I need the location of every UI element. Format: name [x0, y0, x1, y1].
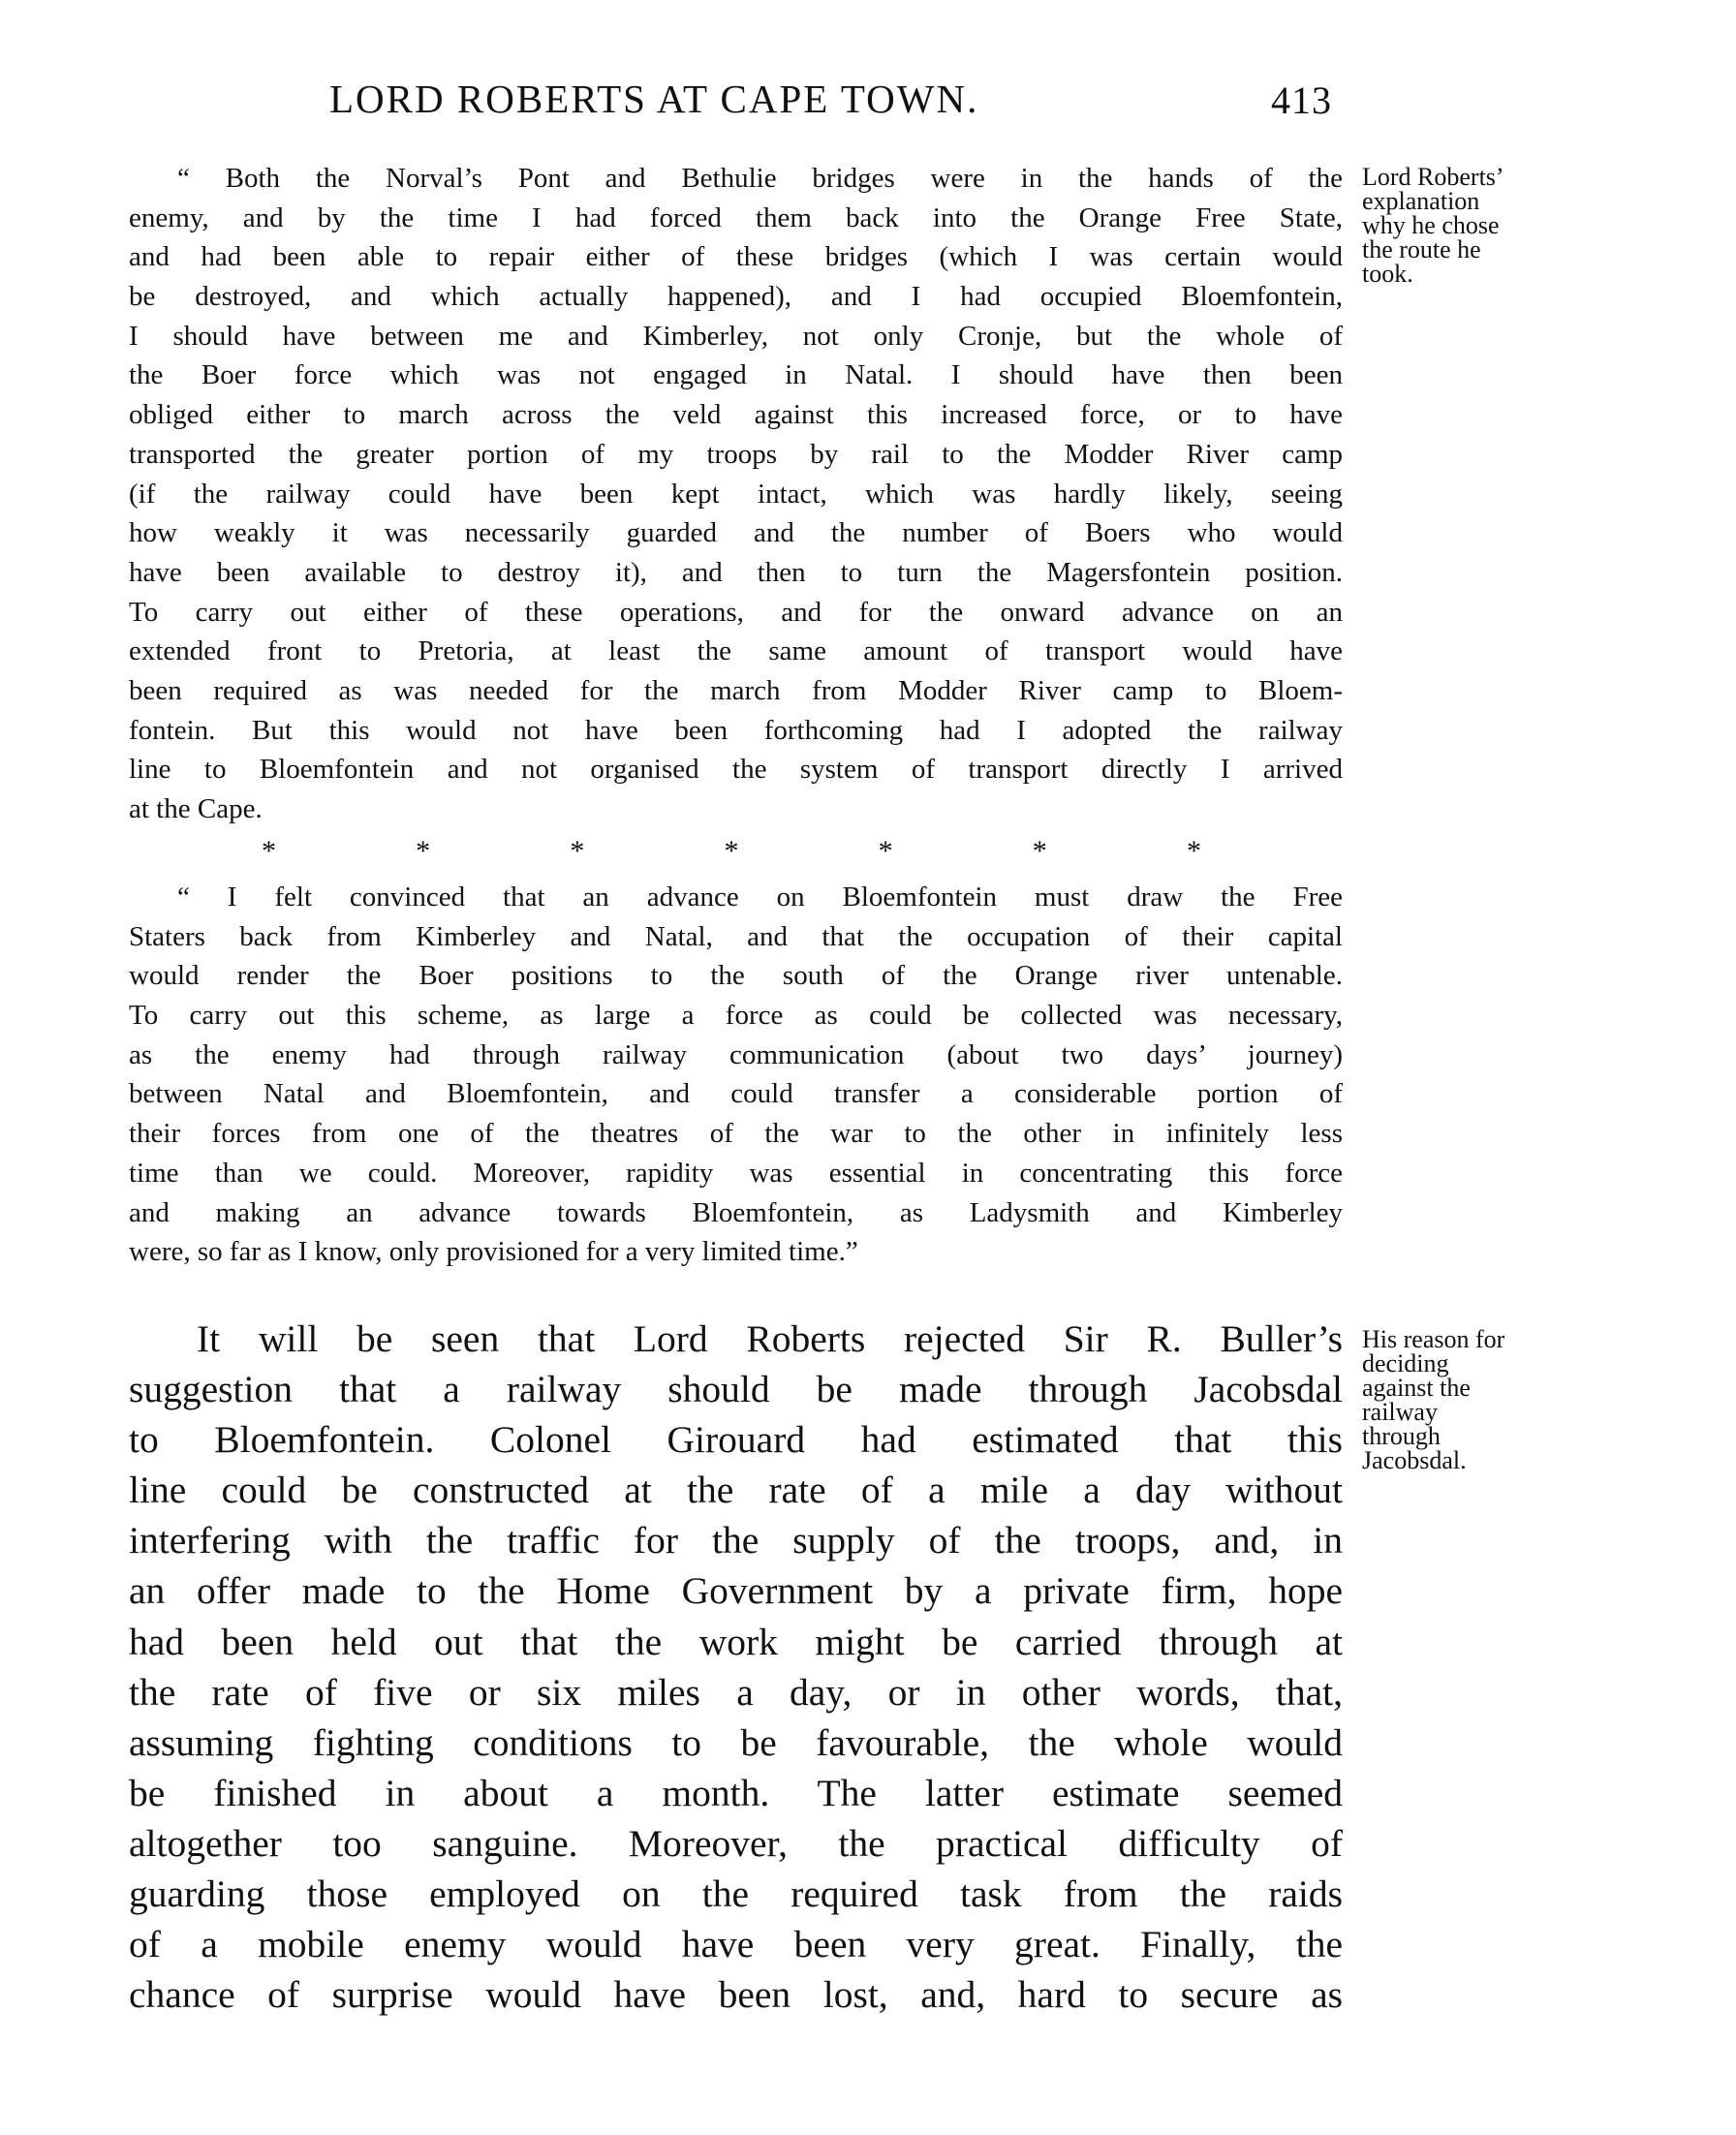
text-line: “ Both the Norval’s Pont and Bethulie bridges were in the hands of the	[177, 163, 1343, 194]
asterisk: *	[1186, 835, 1201, 867]
margin-note-line: deciding	[1362, 1349, 1449, 1377]
asterisk: *	[570, 835, 585, 867]
text-line: would render the Boer positions to the south of the Orange river untenable.	[129, 960, 1343, 992]
margin-note-line: Lord Roberts’	[1362, 163, 1504, 191]
margin-note-line: explanation	[1362, 187, 1480, 215]
margin-note-line: took.	[1362, 260, 1413, 288]
text-line: (if the railway could have been kept intact, which was hardly likely, seeing	[129, 478, 1343, 510]
running-header: LORD ROBERTS AT CAPE TOWN.	[329, 77, 979, 121]
text-line: extended front to Pretoria, at least the same amount of transport would have	[129, 635, 1343, 667]
margin-note-line: against the	[1362, 1374, 1471, 1402]
margin-note-line: why he chose	[1362, 211, 1500, 239]
asterisk: *	[1032, 835, 1047, 867]
page-number: 413	[1271, 78, 1332, 122]
text-line: It will be seen that Lord Roberts rejected Sir R. Buller’s	[197, 1317, 1343, 1360]
text-line: interfering with the traffic for the supply of the troops, and, in	[129, 1519, 1343, 1563]
text-line: at the Cape.	[129, 793, 263, 824]
text-line: line to Bloemfontein and not organised the system of transport directly I arrived	[129, 754, 1343, 786]
text-line: altogether too sanguine. Moreover, the practical difficulty of	[129, 1821, 1343, 1865]
text-line: as the enemy had through railway communication (about two days’ journey)	[129, 1038, 1343, 1070]
text-line: I should have between me and Kimberley, not only Cronje, but the whole of	[129, 320, 1343, 352]
text-line: be destroyed, and which actually happened), and I had occupied Bloemfontein,	[129, 281, 1343, 313]
text-line: their forces from one of the theatres of the war to the other in infinitely less	[129, 1118, 1343, 1150]
text-line: were, so far as I know, only provisioned for a very limited time.”	[129, 1236, 858, 1268]
text-line: guarding those employed on the required task from the raids	[129, 1872, 1343, 1916]
margin-note-railway	[1362, 1327, 1504, 1472]
asterisk: *	[878, 835, 893, 867]
text-line: had been held out that the work might be carried through at	[129, 1620, 1343, 1663]
text-line: To carry out either of these operations, and for the onward advance on an	[129, 596, 1343, 628]
text-line: fontein. But this would not have been forthcoming had I adopted the railway	[129, 714, 1343, 746]
text-line: enemy, and by the time I had forced them back into the Orange Free State,	[129, 201, 1343, 233]
text-line: the Boer force which was not engaged in Natal. I should have then been	[129, 359, 1343, 391]
margin-note-explanation	[1362, 165, 1504, 286]
asterisk: *	[416, 835, 431, 867]
text-line: obliged either to march across the veld against this increased force, or to have	[129, 399, 1343, 431]
text-line: be finished in about a month. The latter estimate seemed	[129, 1771, 1343, 1814]
margin-note-line: railway	[1362, 1398, 1438, 1426]
text-line: how weakly it was necessarily guarded and the number of Boers who would	[129, 517, 1343, 549]
text-line: time than we could. Moreover, rapidity was essential in concentrating this force	[129, 1157, 1343, 1189]
text-line: assuming fighting conditions to be favourable, the whole would	[129, 1720, 1343, 1764]
margin-note-line: His reason for	[1362, 1325, 1505, 1353]
margin-note-line: the route he	[1362, 235, 1481, 263]
text-line: of a mobile enemy would have been very great. Finally, the	[129, 1923, 1343, 1966]
text-line: chance of surprise would have been lost, and, hard to secure as	[129, 1973, 1343, 2017]
body-paragraph	[129, 1314, 1343, 2020]
asterisk: *	[262, 835, 276, 867]
text-line: and had been able to repair either of these bridges (which I was certain would	[129, 241, 1343, 273]
text-line: between Natal and Bloemfontein, and could transfer a considerable portion of	[129, 1078, 1343, 1110]
text-line: to Bloemfontein. Colonel Girouard had estimated that this	[129, 1418, 1343, 1462]
text-line: the rate of five or six miles a day, or in other words, that,	[129, 1670, 1343, 1714]
margin-note-line: Jacobsdal.	[1362, 1446, 1467, 1474]
margin-note-line: through	[1362, 1422, 1441, 1450]
quote-paragraph-1	[129, 159, 1343, 829]
section-break-asterisks	[262, 835, 1201, 868]
text-line: suggestion that a railway should be made through Jacobsdal	[129, 1368, 1343, 1411]
text-line: “ I felt convinced that an advance on Bloemfontein must draw the Free	[177, 882, 1343, 913]
text-line: line could be constructed at the rate of a mile a day without	[129, 1469, 1343, 1512]
text-line: Staters back from Kimberley and Natal, and that the occupation of their capital	[129, 920, 1343, 952]
quote-paragraph-2	[129, 878, 1343, 1272]
text-line: been required as was needed for the march from Modder River camp to Bloem-	[129, 674, 1343, 706]
text-line: and making an advance towards Bloemfontein, as Ladysmith and Kimberley	[129, 1196, 1343, 1228]
text-line: To carry out this scheme, as large a force as could be collected was necessary,	[129, 1000, 1343, 1032]
text-line: an offer made to the Home Government by a private firm, hope	[129, 1569, 1343, 1613]
asterisk: *	[724, 835, 739, 867]
text-line: transported the greater portion of my troops by rail to the Modder River camp	[129, 438, 1343, 470]
text-line: have been available to destroy it), and then to turn the Magersfontein position.	[129, 556, 1343, 588]
